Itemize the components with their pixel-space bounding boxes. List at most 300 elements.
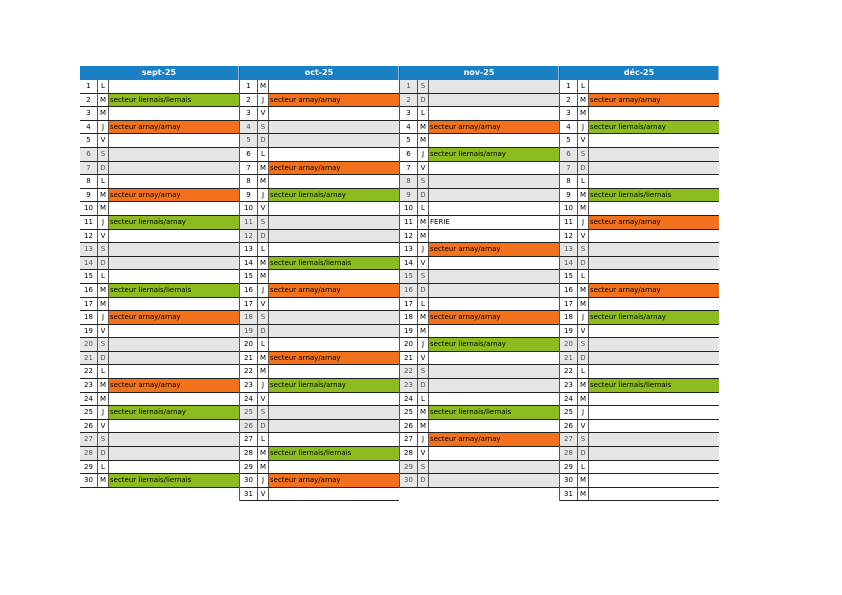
day-of-week: V [258, 393, 269, 406]
assignment-cell: secteur arnay/arnay [269, 474, 399, 487]
day-of-week: L [578, 365, 589, 378]
day-number: 25 [400, 406, 418, 419]
day-row [400, 80, 559, 94]
day-of-week: L [258, 148, 269, 161]
note-cell [589, 325, 719, 338]
day-row [80, 243, 239, 257]
day-row [240, 461, 399, 475]
note-cell [589, 134, 719, 147]
day-number: 4 [560, 121, 578, 134]
note-cell [109, 148, 239, 161]
day-of-week: J [418, 433, 429, 446]
day-number: 11 [240, 216, 258, 229]
day-of-week: M [98, 298, 109, 311]
day-number: 1 [80, 80, 98, 93]
day-number: 28 [400, 447, 418, 460]
day-row [80, 284, 239, 298]
day-number: 2 [240, 94, 258, 107]
day-row [240, 94, 399, 108]
note-cell [109, 230, 239, 243]
day-row [400, 107, 559, 121]
day-of-week: M [418, 420, 429, 433]
day-of-week: J [98, 121, 109, 134]
day-of-week: L [98, 80, 109, 93]
day-number: 5 [400, 134, 418, 147]
day-of-week: M [98, 94, 109, 107]
day-row [240, 365, 399, 379]
note-cell [429, 94, 559, 107]
day-number: 18 [80, 311, 98, 324]
assignment-cell: secteur liernais/arnay [109, 216, 239, 229]
day-of-week: D [418, 189, 429, 202]
note-cell [429, 298, 559, 311]
day-number: 22 [240, 365, 258, 378]
day-number: 29 [560, 461, 578, 474]
day-of-week: M [98, 393, 109, 406]
note-cell [269, 406, 399, 419]
day-of-week: M [578, 298, 589, 311]
day-number: 16 [400, 284, 418, 297]
day-of-week: M [418, 134, 429, 147]
day-number: 3 [80, 107, 98, 120]
day-row [80, 134, 239, 148]
day-of-week: J [418, 338, 429, 351]
note-cell [109, 257, 239, 270]
day-row [400, 433, 559, 447]
day-row [80, 230, 239, 244]
day-number: 15 [80, 270, 98, 283]
day-number: 10 [80, 202, 98, 215]
day-row [80, 189, 239, 203]
day-number: 26 [80, 420, 98, 433]
assignment-cell: secteur liernais/liernais [269, 447, 399, 460]
day-row [80, 474, 239, 488]
day-of-week: M [98, 474, 109, 487]
day-number: 3 [240, 107, 258, 120]
day-row [400, 243, 559, 257]
day-number: 31 [240, 488, 258, 501]
assignment-cell: secteur arnay/arnay [269, 352, 399, 365]
day-number: 18 [560, 311, 578, 324]
assignment-cell: secteur liernais/arnay [269, 379, 399, 392]
day-row [560, 406, 719, 420]
day-row [240, 379, 399, 393]
day-row [560, 148, 719, 162]
day-number: 14 [400, 257, 418, 270]
day-row [80, 447, 239, 461]
day-number: 26 [400, 420, 418, 433]
month-header: sept-25 [80, 66, 239, 80]
day-row [560, 298, 719, 312]
note-cell [269, 121, 399, 134]
day-row [400, 379, 559, 393]
day-number: 3 [560, 107, 578, 120]
note-cell [109, 352, 239, 365]
day-of-week: J [98, 311, 109, 324]
note-cell [269, 461, 399, 474]
note-cell [109, 447, 239, 460]
assignment-cell: secteur arnay/arnay [269, 162, 399, 175]
day-of-week: L [98, 365, 109, 378]
day-row [240, 325, 399, 339]
day-row [80, 338, 239, 352]
day-of-week: L [98, 270, 109, 283]
assignment-cell: secteur liernais/arnay [589, 311, 719, 324]
day-of-week: D [258, 420, 269, 433]
note-cell [109, 162, 239, 175]
day-of-week: V [418, 257, 429, 270]
day-number: 28 [560, 447, 578, 460]
day-of-week: D [98, 162, 109, 175]
day-number: 1 [400, 80, 418, 93]
day-of-week: L [418, 393, 429, 406]
day-number: 24 [560, 393, 578, 406]
day-of-week: J [98, 406, 109, 419]
day-of-week: M [418, 216, 429, 229]
day-of-week: M [578, 284, 589, 297]
day-row [400, 270, 559, 284]
assignment-cell: secteur liernais/arnay [429, 148, 559, 161]
note-cell [589, 270, 719, 283]
note-cell [429, 365, 559, 378]
assignment-cell: secteur arnay/arnay [109, 189, 239, 202]
day-row [560, 474, 719, 488]
day-row [80, 461, 239, 475]
day-row [560, 80, 719, 94]
note-cell [589, 148, 719, 161]
day-row [560, 284, 719, 298]
day-number: 15 [560, 270, 578, 283]
note-cell [109, 134, 239, 147]
day-number: 27 [400, 433, 418, 446]
day-number: 4 [400, 121, 418, 134]
day-number: 2 [400, 94, 418, 107]
assignment-cell: secteur liernais/liernais [429, 406, 559, 419]
day-number: 4 [80, 121, 98, 134]
note-cell [429, 175, 559, 188]
day-number: 1 [240, 80, 258, 93]
day-of-week: M [258, 162, 269, 175]
day-of-week: J [578, 311, 589, 324]
day-row [80, 379, 239, 393]
note-cell [269, 230, 399, 243]
day-row [80, 216, 239, 230]
day-row [400, 284, 559, 298]
day-number: 21 [560, 352, 578, 365]
day-of-week: M [418, 121, 429, 134]
note-cell [589, 393, 719, 406]
day-number: 5 [240, 134, 258, 147]
note-cell [269, 325, 399, 338]
day-of-week: D [578, 162, 589, 175]
day-row [80, 107, 239, 121]
note-cell [269, 298, 399, 311]
day-row [400, 134, 559, 148]
day-of-week: V [258, 107, 269, 120]
day-of-week: M [98, 107, 109, 120]
day-of-week: S [578, 148, 589, 161]
note-cell [589, 162, 719, 175]
calendar-table [80, 66, 725, 501]
day-of-week: D [258, 134, 269, 147]
note-cell [269, 148, 399, 161]
day-number: 11 [400, 216, 418, 229]
day-row [400, 202, 559, 216]
day-number: 8 [80, 175, 98, 188]
day-row [400, 257, 559, 271]
day-row [400, 461, 559, 475]
day-number: 18 [240, 311, 258, 324]
day-of-week: M [258, 175, 269, 188]
day-of-week: M [258, 80, 269, 93]
day-number: 12 [80, 230, 98, 243]
day-row [560, 447, 719, 461]
assignment-cell: secteur arnay/arnay [269, 94, 399, 107]
day-row [560, 461, 719, 475]
note-cell [589, 338, 719, 351]
note-cell [429, 461, 559, 474]
day-number: 30 [80, 474, 98, 487]
note-cell [589, 365, 719, 378]
day-of-week: V [578, 420, 589, 433]
day-row [240, 298, 399, 312]
day-number: 13 [240, 243, 258, 256]
note-cell [429, 202, 559, 215]
day-of-week: S [578, 338, 589, 351]
day-row [400, 162, 559, 176]
day-number: 12 [240, 230, 258, 243]
assignment-cell: secteur arnay/arnay [429, 433, 559, 446]
note-cell [429, 420, 559, 433]
day-row [240, 311, 399, 325]
day-of-week: S [98, 433, 109, 446]
day-of-week: M [418, 230, 429, 243]
day-number: 30 [560, 474, 578, 487]
month-column-december [559, 66, 719, 501]
day-row [240, 80, 399, 94]
day-row [560, 107, 719, 121]
note-cell [429, 189, 559, 202]
assignment-cell: secteur liernais/arnay [429, 338, 559, 351]
day-row [560, 202, 719, 216]
day-row [400, 365, 559, 379]
day-of-week: M [578, 474, 589, 487]
day-number: 24 [400, 393, 418, 406]
day-of-week: L [578, 461, 589, 474]
day-row [560, 216, 719, 230]
day-of-week: M [578, 189, 589, 202]
day-row [240, 216, 399, 230]
day-of-week: M [98, 202, 109, 215]
day-row [240, 393, 399, 407]
note-cell [269, 270, 399, 283]
day-of-week: D [98, 257, 109, 270]
note-cell [429, 270, 559, 283]
assignment-cell: secteur liernais/liernais [109, 94, 239, 107]
day-of-week: M [258, 365, 269, 378]
day-of-week: J [98, 216, 109, 229]
day-number: 25 [240, 406, 258, 419]
day-row [560, 352, 719, 366]
day-of-week: S [258, 121, 269, 134]
day-row [400, 447, 559, 461]
day-row [400, 298, 559, 312]
note-cell [269, 107, 399, 120]
note-cell [589, 352, 719, 365]
note-cell [109, 461, 239, 474]
note-cell [589, 80, 719, 93]
day-row [240, 175, 399, 189]
day-number: 5 [560, 134, 578, 147]
assignment-cell: secteur arnay/arnay [109, 379, 239, 392]
day-of-week: S [418, 80, 429, 93]
day-number: 22 [560, 365, 578, 378]
day-number: 15 [400, 270, 418, 283]
day-of-week: S [578, 243, 589, 256]
day-of-week: D [418, 474, 429, 487]
day-number: 29 [240, 461, 258, 474]
day-of-week: V [98, 230, 109, 243]
note-cell [109, 107, 239, 120]
day-row [560, 94, 719, 108]
day-of-week: V [258, 202, 269, 215]
day-row [80, 298, 239, 312]
day-of-week: J [578, 121, 589, 134]
day-row [80, 325, 239, 339]
day-number: 9 [240, 189, 258, 202]
day-number: 27 [80, 433, 98, 446]
day-row [240, 121, 399, 135]
day-number: 19 [80, 325, 98, 338]
day-row [400, 216, 559, 230]
day-row [80, 433, 239, 447]
day-number: 2 [560, 94, 578, 107]
note-cell [589, 447, 719, 460]
day-number: 19 [560, 325, 578, 338]
note-cell [109, 420, 239, 433]
day-of-week: S [98, 338, 109, 351]
day-of-week: M [418, 406, 429, 419]
day-of-week: D [418, 379, 429, 392]
day-of-week: L [418, 298, 429, 311]
day-number: 31 [560, 488, 578, 501]
day-of-week: J [258, 94, 269, 107]
day-row [560, 311, 719, 325]
day-of-week: J [258, 189, 269, 202]
month-column-october [239, 66, 399, 501]
day-number: 21 [400, 352, 418, 365]
day-number: 25 [80, 406, 98, 419]
day-row [240, 202, 399, 216]
day-of-week: M [578, 94, 589, 107]
day-number: 6 [80, 148, 98, 161]
day-number: 28 [80, 447, 98, 460]
day-of-week: M [258, 461, 269, 474]
note-cell [109, 80, 239, 93]
day-of-week: M [98, 379, 109, 392]
day-number: 29 [80, 461, 98, 474]
day-of-week: S [98, 148, 109, 161]
note-cell [109, 243, 239, 256]
day-row [560, 175, 719, 189]
day-of-week: M [98, 189, 109, 202]
note-cell [269, 216, 399, 229]
day-row [80, 352, 239, 366]
note-cell [429, 352, 559, 365]
day-number: 22 [400, 365, 418, 378]
note-cell [269, 202, 399, 215]
day-row [80, 393, 239, 407]
day-of-week: S [258, 311, 269, 324]
day-row [400, 393, 559, 407]
day-row [80, 148, 239, 162]
day-number: 16 [240, 284, 258, 297]
day-of-week: L [258, 433, 269, 446]
day-row [560, 488, 719, 502]
day-row [240, 420, 399, 434]
day-of-week: J [578, 216, 589, 229]
note-cell [589, 202, 719, 215]
note-cell [269, 433, 399, 446]
day-number: 17 [240, 298, 258, 311]
note-cell [429, 474, 559, 487]
day-number: 14 [560, 257, 578, 270]
note-cell [429, 80, 559, 93]
day-of-week: L [98, 461, 109, 474]
assignment-cell: secteur arnay/arnay [429, 311, 559, 324]
day-number: 23 [560, 379, 578, 392]
day-number: 20 [560, 338, 578, 351]
day-number: 5 [80, 134, 98, 147]
day-number: 21 [80, 352, 98, 365]
day-number: 24 [240, 393, 258, 406]
day-row [240, 189, 399, 203]
note-cell [269, 488, 399, 501]
day-number: 14 [240, 257, 258, 270]
note-cell [109, 325, 239, 338]
day-number: 1 [560, 80, 578, 93]
note-cell [269, 420, 399, 433]
day-of-week: J [418, 243, 429, 256]
day-number: 23 [240, 379, 258, 392]
day-of-week: S [258, 406, 269, 419]
month-header: nov-25 [400, 66, 559, 80]
assignment-cell: secteur arnay/arnay [589, 94, 719, 107]
assignment-cell: secteur arnay/arnay [429, 243, 559, 256]
day-row [560, 433, 719, 447]
day-row [400, 352, 559, 366]
day-of-week: M [418, 311, 429, 324]
day-row [560, 230, 719, 244]
note-cell [109, 433, 239, 446]
day-number: 24 [80, 393, 98, 406]
note-cell [269, 175, 399, 188]
day-row [240, 162, 399, 176]
day-of-week: D [258, 230, 269, 243]
note-cell [429, 447, 559, 460]
assignment-cell: secteur liernais/arnay [589, 121, 719, 134]
day-number: 20 [240, 338, 258, 351]
day-number: 26 [560, 420, 578, 433]
day-row [240, 474, 399, 488]
note-cell [269, 393, 399, 406]
note-cell [589, 107, 719, 120]
note-cell [589, 175, 719, 188]
day-row [560, 189, 719, 203]
day-row [240, 433, 399, 447]
assignment-cell: secteur arnay/arnay [429, 121, 559, 134]
day-row [400, 338, 559, 352]
